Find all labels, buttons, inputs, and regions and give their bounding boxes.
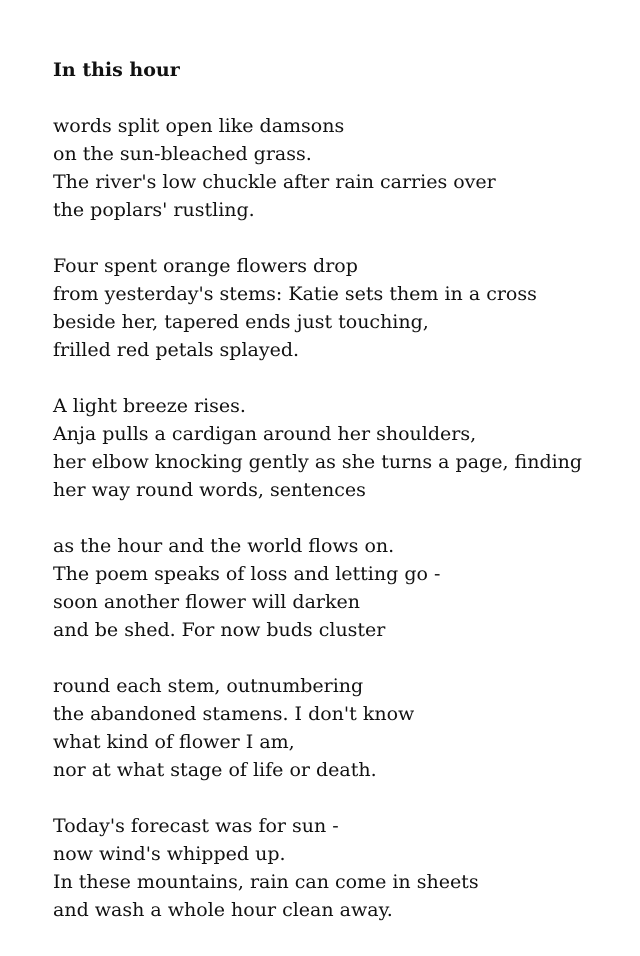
poem-line: The poem speaks of loss and letting go -: [53, 563, 441, 585]
stanza-6: [53, 812, 623, 924]
poem-line: In these mountains, rain can come in sheets: [53, 871, 479, 893]
poem-page: [53, 56, 623, 952]
poem-line: Today's forecast was for sun -: [53, 815, 339, 837]
poem-line: and be shed. For now buds cluster: [53, 619, 386, 641]
poem-line: as the hour and the world flows on.: [53, 535, 395, 557]
poem-line: words split open like damsons: [53, 115, 345, 137]
poem-line: frilled red petals splayed.: [53, 339, 300, 361]
poem-line: beside her, tapered ends just touching,: [53, 311, 429, 333]
poem-line: and wash a whole hour clean away.: [53, 899, 393, 921]
poem-line: the abandoned stamens. I don't know: [53, 703, 415, 725]
poem-line: round each stem, outnumbering: [53, 675, 364, 697]
stanza-2: [53, 252, 623, 364]
poem-line: from yesterday's stems: Katie sets them in a cross: [53, 283, 537, 305]
poem-line: now wind's whipped up.: [53, 843, 286, 865]
poem-line: her way round words, sentences: [53, 479, 366, 501]
stanza-1: [53, 112, 623, 224]
stanza-4: [53, 532, 623, 644]
poem-line: Four spent orange flowers drop: [53, 255, 358, 277]
stanza-5: [53, 672, 623, 784]
poem-line: what kind of flower I am,: [53, 731, 295, 753]
poem-line: A light breeze rises.: [53, 395, 246, 417]
poem-title: In this hour: [53, 59, 180, 81]
poem-line: the poplars' rustling.: [53, 199, 255, 221]
poem-line: her elbow knocking gently as she turns a page, finding: [53, 451, 583, 473]
poem-line: The river's low chuckle after rain carries over: [53, 171, 496, 193]
poem-line: Anja pulls a cardigan around her shoulders,: [53, 423, 477, 445]
poem-line: nor at what stage of life or death.: [53, 759, 377, 781]
poem-line: on the sun-bleached grass.: [53, 143, 312, 165]
poem-line: soon another flower will darken: [53, 591, 360, 613]
stanza-3: [53, 392, 623, 504]
